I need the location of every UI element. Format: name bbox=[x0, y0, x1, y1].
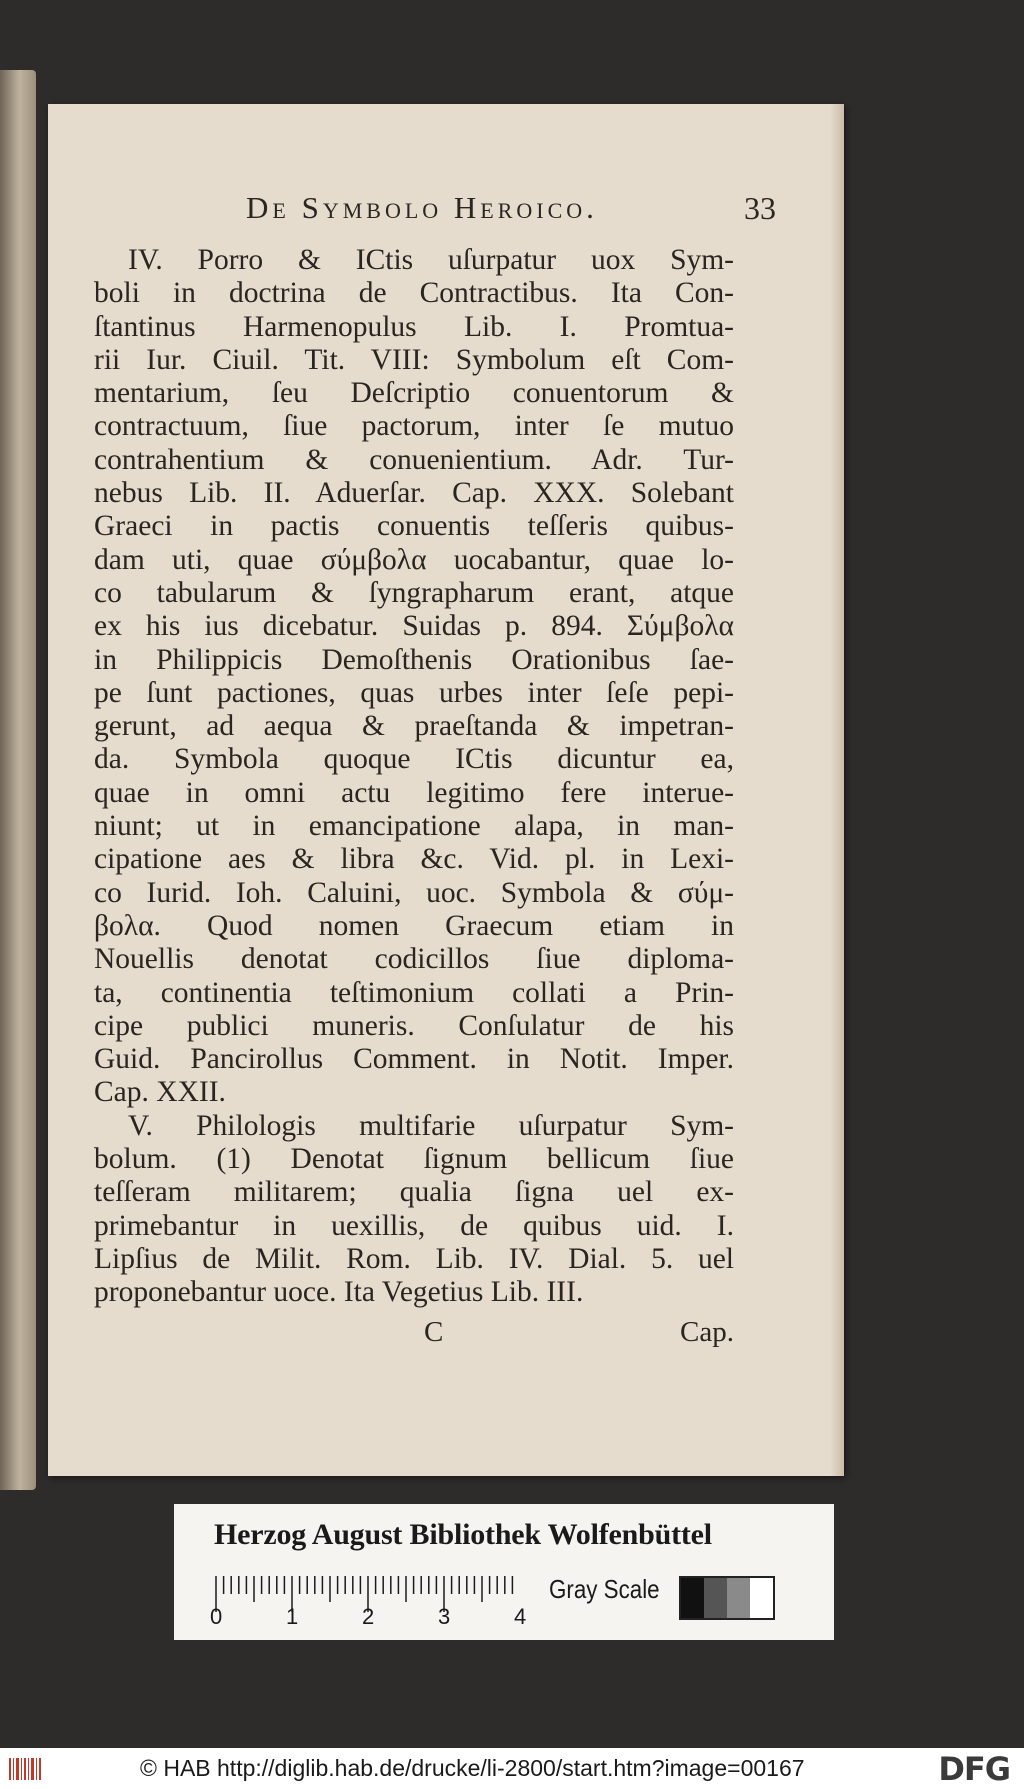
running-head bbox=[196, 190, 776, 234]
text-line: primebantur in uexillis, de quibus uid. I. bbox=[94, 1209, 734, 1242]
text-line: rii Iur. Ciuil. Tit. VIII: Symbolum eſt Com- bbox=[94, 343, 734, 376]
body-text bbox=[94, 244, 734, 1310]
text-line: ſtantinus Harmenopulus Lib. I. Promtua- bbox=[94, 310, 734, 343]
ruler-number: 1 bbox=[286, 1604, 299, 1629]
text-line: dam uti, quae σύμβολα uocabantur, quae lo- bbox=[94, 543, 734, 576]
text-line: Cap. XXII. bbox=[94, 1076, 226, 1109]
gray-swatch-cell bbox=[727, 1578, 750, 1618]
text-line: co Iurid. Ioh. Caluini, uoc. Symbola & σύμ- bbox=[94, 876, 734, 909]
text-line: mentarium, ſeu Deſcriptio conuentorum & bbox=[94, 377, 734, 410]
text-line: co tabularum & ſyngrapharum erant, atque bbox=[94, 576, 734, 609]
text-line: quae in omni actu legitimo fere interue- bbox=[94, 776, 734, 809]
ruler-number: 0 bbox=[210, 1604, 223, 1629]
text-line: IV. Porro & ICtis uſurpatur uox Sym- bbox=[128, 244, 734, 276]
footer-bar bbox=[0, 1748, 1024, 1789]
barcode-icon bbox=[8, 1756, 44, 1782]
text-line: da. Symbola quoque ICtis dicuntur ea, bbox=[94, 743, 734, 776]
text-line: V. Philologis multifarie uſurpatur Sym- bbox=[128, 1109, 734, 1142]
text-line: proponebantur uoce. Ita Vegetius Lib. III. bbox=[94, 1276, 584, 1309]
text-line: Guid. Pancirollus Comment. in Notit. Imper. bbox=[94, 1043, 734, 1076]
ruler-number: 4 bbox=[514, 1604, 527, 1629]
gray-swatch-cell bbox=[681, 1578, 704, 1618]
gray-swatch-cell bbox=[704, 1578, 727, 1618]
text-line: niunt; ut in emancipatione alapa, in man- bbox=[94, 810, 734, 843]
adjacent-page-edge bbox=[0, 70, 36, 1490]
text-line: pe ſunt pactiones, quas urbes inter ſeſe pepi- bbox=[94, 676, 734, 709]
grayscale-label: Gray Scale bbox=[549, 1574, 660, 1604]
text-line: Lipſius de Milit. Rom. Lib. IV. Dial. 5. uel bbox=[94, 1242, 734, 1275]
footer-line bbox=[94, 1316, 734, 1350]
text-line: ta, continentia teſtimonium collati a Prin- bbox=[94, 976, 734, 1009]
text-line: Graeci in pactis conuentis teſſeris quibus- bbox=[94, 510, 734, 543]
text-line: Nouellis denotat codicillos ſiue diploma- bbox=[94, 943, 734, 976]
catchword: Cap. bbox=[680, 1316, 734, 1348]
text-line: bolum. (1) Denotat ſignum bellicum ſiue bbox=[94, 1143, 734, 1176]
text-line: gerunt, ad aequa & praeſtanda & impetran- bbox=[94, 710, 734, 743]
text-line: contrahentium & conuenientium. Adr. Tur- bbox=[94, 443, 734, 476]
page-number: 33 bbox=[744, 190, 776, 226]
dfg-logo: DFG bbox=[938, 1750, 1010, 1788]
ruler-numbers bbox=[210, 1604, 530, 1632]
copyright-url[interactable]: © HAB http://diglib.hab.de/drucke/li-2800/start.htm?image=00167 bbox=[140, 1755, 805, 1781]
text-line: cipatione aes & libra &c. Vid. pl. in Lexi- bbox=[94, 843, 734, 876]
text-line: ex his ius dicebatur. Suidas p. 894. Σύμβολα bbox=[94, 610, 734, 643]
signature-mark: C bbox=[424, 1316, 444, 1348]
text-line: cipe publici muneris. Conſulatur de his bbox=[94, 1009, 734, 1042]
ruler-number: 3 bbox=[438, 1604, 451, 1629]
running-title: De Symbolo Heroico. bbox=[246, 190, 598, 225]
ruler-number: 2 bbox=[362, 1604, 375, 1629]
color-reference-card bbox=[174, 1504, 834, 1640]
gray-swatch-cell bbox=[750, 1578, 773, 1618]
book-page bbox=[48, 104, 844, 1476]
text-line: βολα. Quod nomen Graecum etiam in bbox=[94, 909, 734, 942]
text-line: boli in doctrina de Contractibus. Ita Con- bbox=[94, 277, 734, 310]
grayscale-swatch bbox=[679, 1576, 775, 1620]
text-line: teſſeram militarem; qualia ſigna uel ex- bbox=[94, 1176, 734, 1209]
text-line: in Philippicis Demoſthenis Orationibus ſae- bbox=[94, 643, 734, 676]
text-line: nebus Lib. II. Aduerſar. Cap. XXX. Solebant bbox=[94, 477, 734, 510]
text-line: contractuum, ſiue pactorum, inter ſe mutuo bbox=[94, 410, 734, 443]
library-name: Herzog August Bibliothek Wolfenbüttel bbox=[214, 1518, 712, 1551]
